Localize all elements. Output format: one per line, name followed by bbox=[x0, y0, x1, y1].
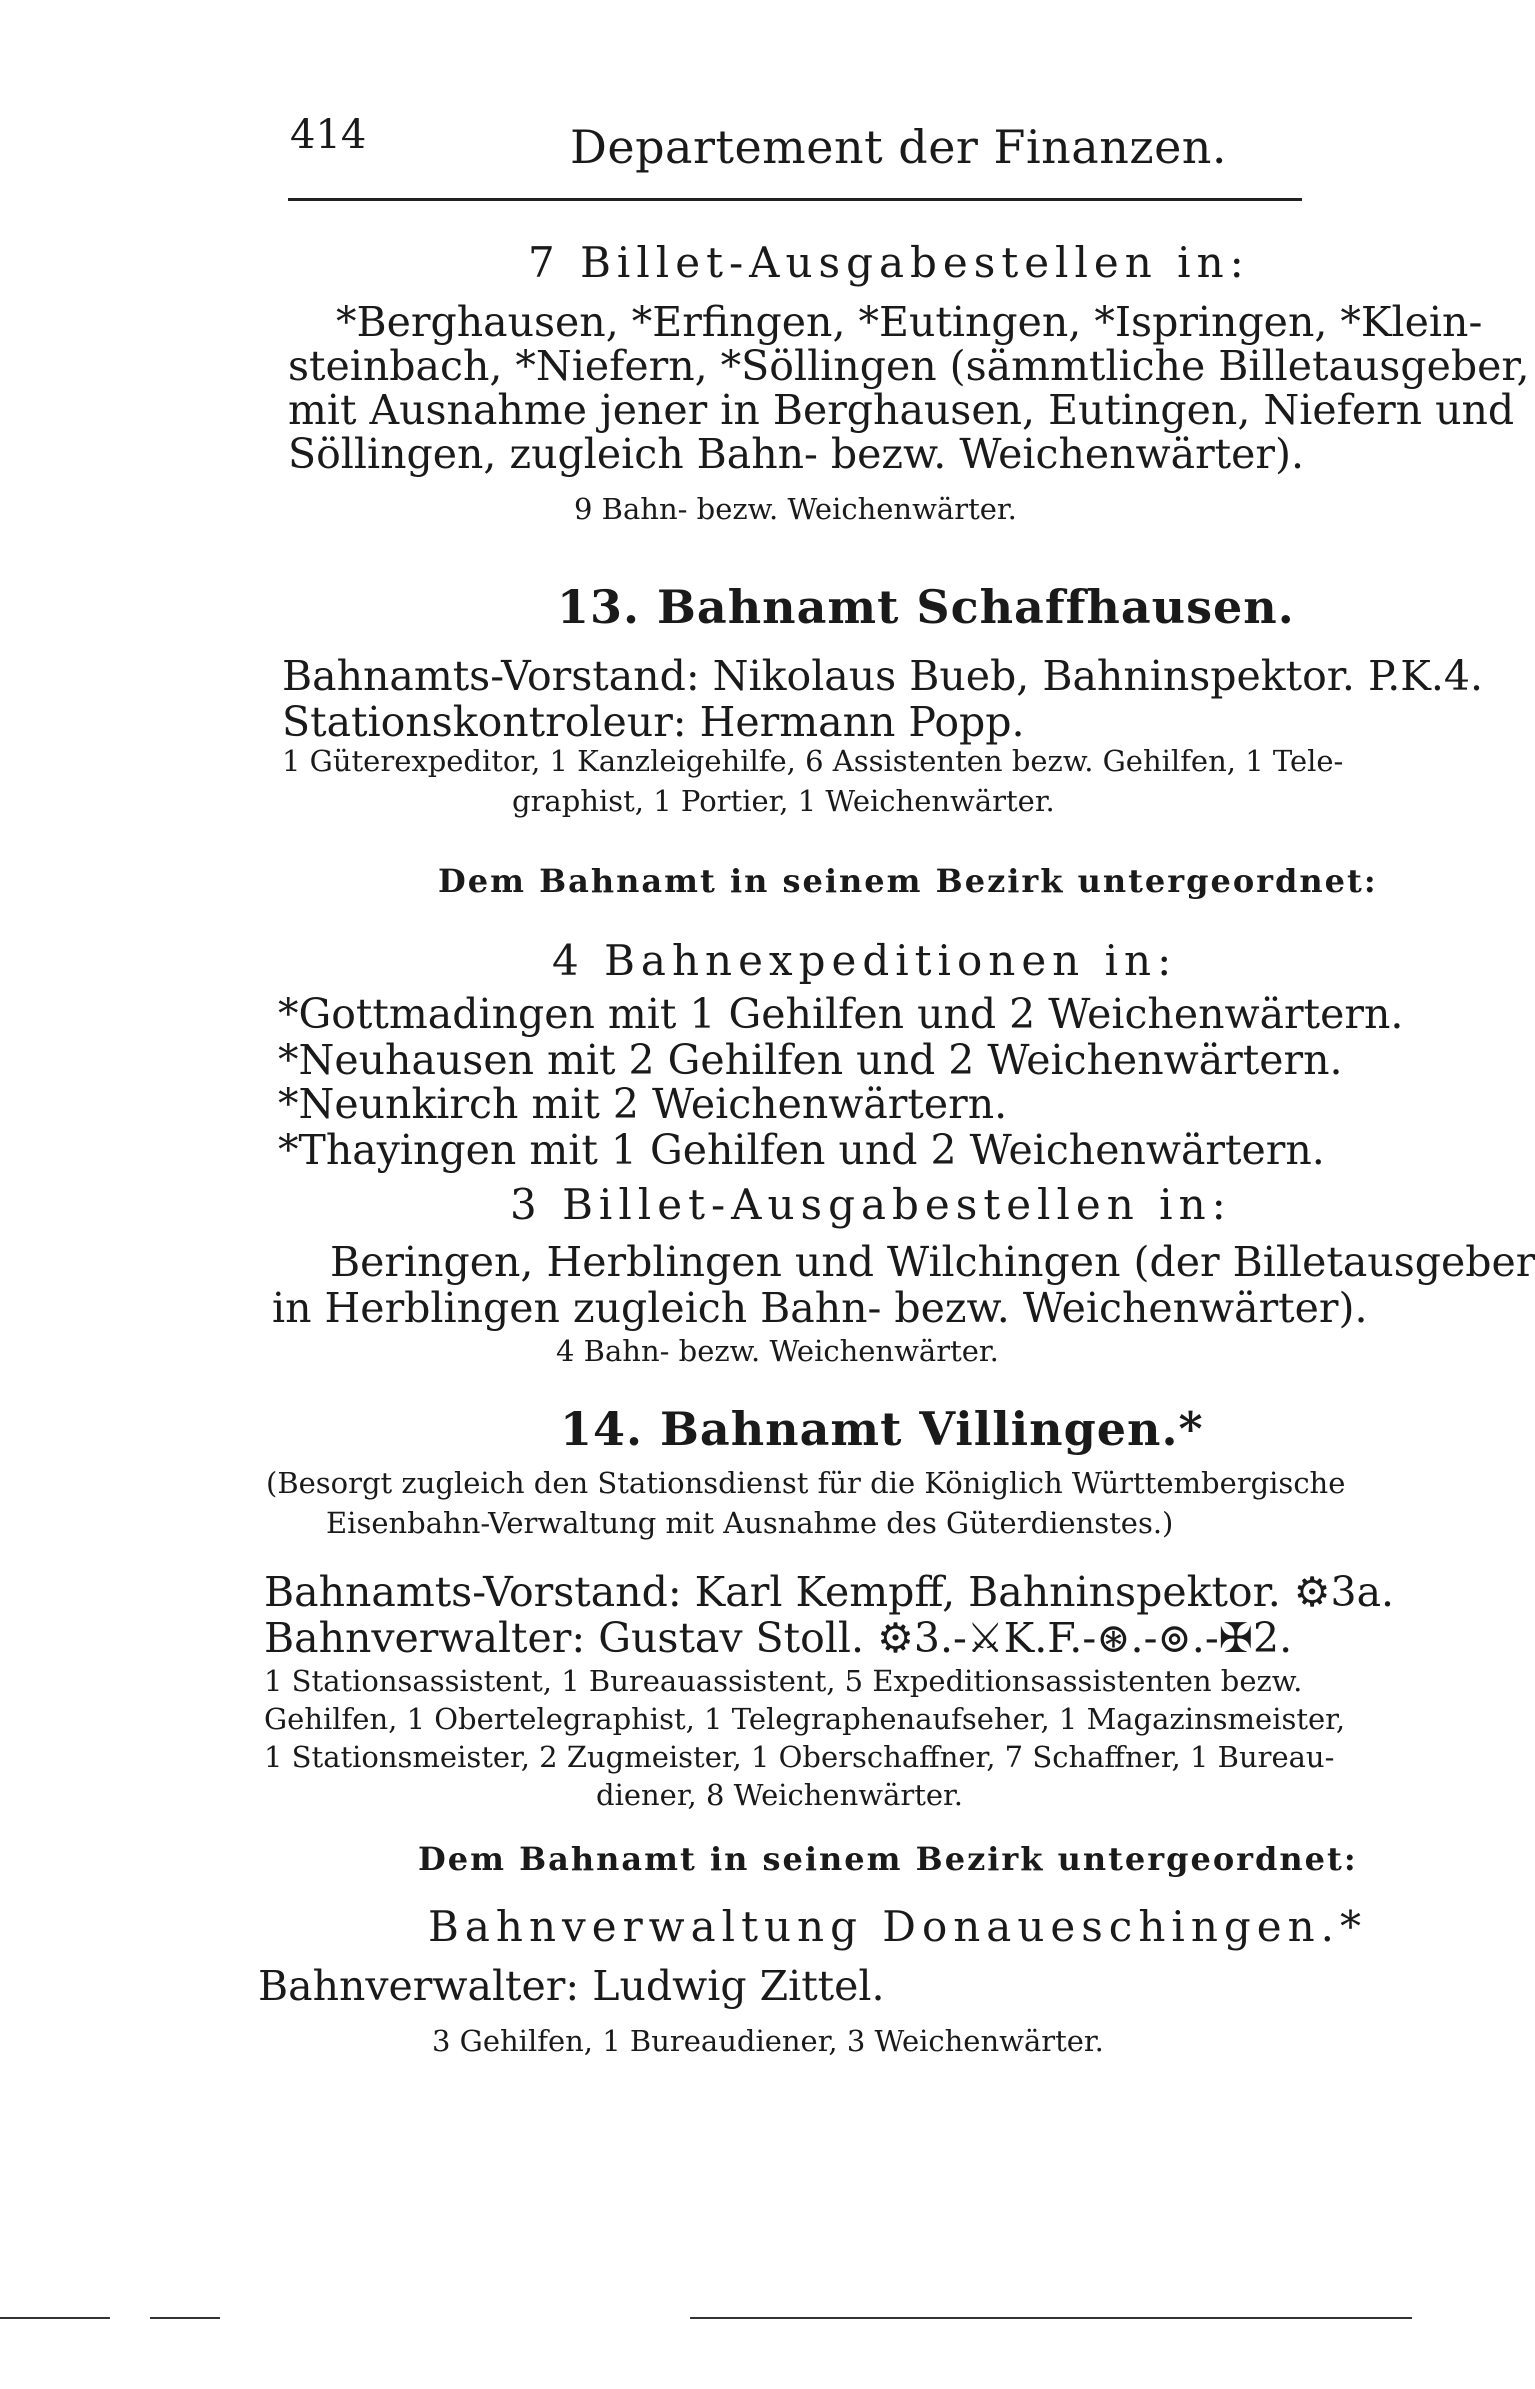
staff-line: 1 Stationsmeister, 2 Zugmeister, 1 Oberschaffner, 7 Schaffner, 1 Bureau- bbox=[264, 1740, 1335, 1774]
official-line: Bahnamts-Vorstand: Nikolaus Bueb, Bahninspektor. P.K.4. bbox=[282, 652, 1484, 700]
scan-edge-line bbox=[0, 2317, 110, 2319]
staff-line: Gehilfen, 1 Obertelegraphist, 1 Telegraphenaufseher, 1 Magazinsmeister, bbox=[264, 1702, 1346, 1736]
expedition-line: *Neunkirch mit 2 Weichenwärtern. bbox=[278, 1080, 1008, 1128]
billet-heading-prev: 7 Billet-Ausgabestellen in: bbox=[528, 238, 1250, 287]
expeditions-heading: 4 Bahnexpeditionen in: bbox=[552, 936, 1178, 985]
subordinate-heading: Dem Bahnamt in seinem Bezirk untergeordnet: bbox=[418, 1840, 1358, 1878]
sub-official-line: Bahnverwalter: Ludwig Zittel. bbox=[258, 1962, 885, 2010]
office-heading-14: 14. Bahnamt Villingen.* bbox=[560, 1402, 1204, 1456]
running-title: Departement der Finanzen. bbox=[570, 120, 1228, 174]
text-line: Söllingen, zugleich Bahn- bezw. Weichenwärter). bbox=[288, 430, 1305, 478]
billet-line: in Herblingen zugleich Bahn- bezw. Weichenwärter). bbox=[272, 1284, 1368, 1332]
page-number: 414 bbox=[290, 112, 367, 158]
text-line: mit Ausnahme jener in Berghausen, Eutingen, Niefern und bbox=[288, 386, 1515, 434]
staff-line: 1 Güterexpeditor, 1 Kanzleigehilfe, 6 Assistenten bezw. Gehilfen, 1 Tele- bbox=[282, 744, 1344, 778]
office-note: (Besorgt zugleich den Stationsdienst für die Königlich Württembergische bbox=[266, 1466, 1346, 1500]
expedition-line: *Neuhausen mit 2 Gehilfen und 2 Weichenwärtern. bbox=[278, 1036, 1343, 1084]
office-note: Eisenbahn-Verwaltung mit Ausnahme des Güterdienstes.) bbox=[326, 1506, 1174, 1540]
expedition-line: *Gottmadingen mit 1 Gehilfen und 2 Weichenwärtern. bbox=[278, 990, 1404, 1038]
scan-edge-line bbox=[690, 2317, 1412, 2319]
billet-staff: 4 Bahn- bezw. Weichenwärter. bbox=[556, 1334, 999, 1368]
billet-line: Beringen, Herblingen und Wilchingen (der Billetausgeber bbox=[330, 1238, 1535, 1286]
office-heading-13: 13. Bahnamt Schaffhausen. bbox=[557, 580, 1295, 634]
scan-edge-line bbox=[150, 2317, 220, 2319]
official-line: Stationskontroleur: Hermann Popp. bbox=[282, 698, 1025, 746]
staff-note: 9 Bahn- bezw. Weichenwärter. bbox=[574, 492, 1017, 526]
sub-staff-line: 3 Gehilfen, 1 Bureaudiener, 3 Weichenwärter. bbox=[432, 2024, 1104, 2058]
billet-heading: 3 Billet-Ausgabestellen in: bbox=[510, 1180, 1232, 1229]
header-rule bbox=[288, 198, 1302, 201]
subordinate-heading: Dem Bahnamt in seinem Bezirk untergeordnet: bbox=[438, 862, 1378, 900]
text-line: *Berghausen, *Erfingen, *Eutingen, *Ispringen, *Klein- bbox=[336, 298, 1483, 346]
expedition-line: *Thayingen mit 1 Gehilfen und 2 Weichenwärtern. bbox=[278, 1126, 1325, 1174]
text-line: steinbach, *Niefern, *Söllingen (sämmtliche Billetausgeber, bbox=[288, 342, 1530, 390]
staff-line: graphist, 1 Portier, 1 Weichenwärter. bbox=[512, 784, 1055, 818]
sub-office-heading: Bahnverwaltung Donaueschingen.* bbox=[428, 1902, 1368, 1951]
official-line: Bahnverwalter: Gustav Stoll. ⚙3.-⚔K.F.-⊛.-⊚.-✠2. bbox=[264, 1614, 1293, 1662]
staff-line: diener, 8 Weichenwärter. bbox=[596, 1778, 963, 1812]
official-line: Bahnamts-Vorstand: Karl Kempff, Bahninspektor. ⚙3a. bbox=[264, 1568, 1395, 1616]
staff-line: 1 Stationsassistent, 1 Bureauassistent, 5 Expeditionsassistenten bezw. bbox=[264, 1664, 1303, 1698]
